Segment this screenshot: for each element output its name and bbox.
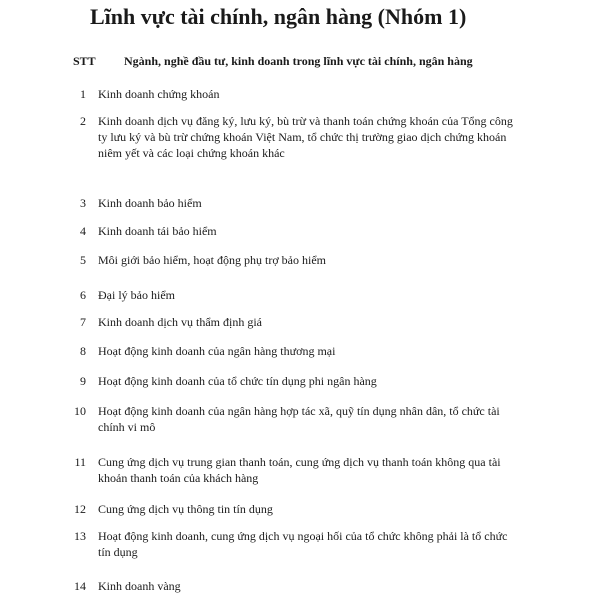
row-text: Hoạt động kinh doanh của ngân hàng thương mại	[98, 344, 336, 358]
row-text: Môi giới bảo hiểm, hoạt động phụ trợ bảo hiểm	[98, 253, 326, 267]
row-number: 2	[80, 114, 86, 128]
row-text: Cung ứng dịch vụ thông tin tín dụng	[98, 502, 273, 516]
row-text: Kinh doanh vàng	[98, 579, 181, 593]
row-text: Cung ứng dịch vụ trung gian thanh toán, cung ứng dịch vụ thanh toán không qua tài khoản thanh toán của khách hàng	[98, 455, 501, 485]
row-text: Hoạt động kinh doanh của tổ chức tín dụng phi ngân hàng	[98, 374, 377, 388]
row-text: Kinh doanh dịch vụ đăng ký, lưu ký, bù trừ và thanh toán chứng khoán của Tổng công ty lưu ký và bù trừ chứng khoán Việt Nam, tổ chức thị trường giao dịch chứng khoán niêm yết và các loại chứng khoán khác	[98, 114, 513, 160]
row-text: Kinh doanh chứng khoán	[98, 87, 220, 101]
row-number: 5	[80, 253, 86, 267]
header-stt: STT	[73, 54, 96, 68]
row-number: 7	[80, 315, 86, 329]
row-number: 1	[80, 87, 86, 101]
row-number: 8	[80, 344, 86, 358]
row-number: 3	[80, 196, 86, 210]
row-number: 4	[80, 224, 86, 238]
section-title: Lĩnh vực tài chính, ngân hàng (Nhóm 1)	[90, 4, 467, 29]
row-text: Đại lý bảo hiểm	[98, 288, 175, 302]
row-text: Kinh doanh tái bảo hiểm	[98, 224, 217, 238]
row-number: 6	[80, 288, 86, 302]
row-number: 13	[74, 529, 86, 543]
row-number: 11	[74, 455, 86, 469]
row-text: Kinh doanh bảo hiểm	[98, 196, 202, 210]
row-number: 10	[74, 404, 86, 418]
row-text: Hoạt động kinh doanh của ngân hàng hợp tác xã, quỹ tín dụng nhân dân, tổ chức tài chính vi mô	[98, 404, 500, 434]
row-number: 14	[74, 579, 86, 593]
row-number: 9	[80, 374, 86, 388]
row-number: 12	[74, 502, 86, 516]
header-sector: Ngành, nghề đầu tư, kinh doanh trong lĩnh vực tài chính, ngân hàng	[124, 54, 473, 68]
row-text: Hoạt động kinh doanh, cung ứng dịch vụ ngoại hối của tổ chức không phải là tổ chức tín dụng	[98, 529, 508, 559]
row-text: Kinh doanh dịch vụ thẩm định giá	[98, 315, 262, 329]
